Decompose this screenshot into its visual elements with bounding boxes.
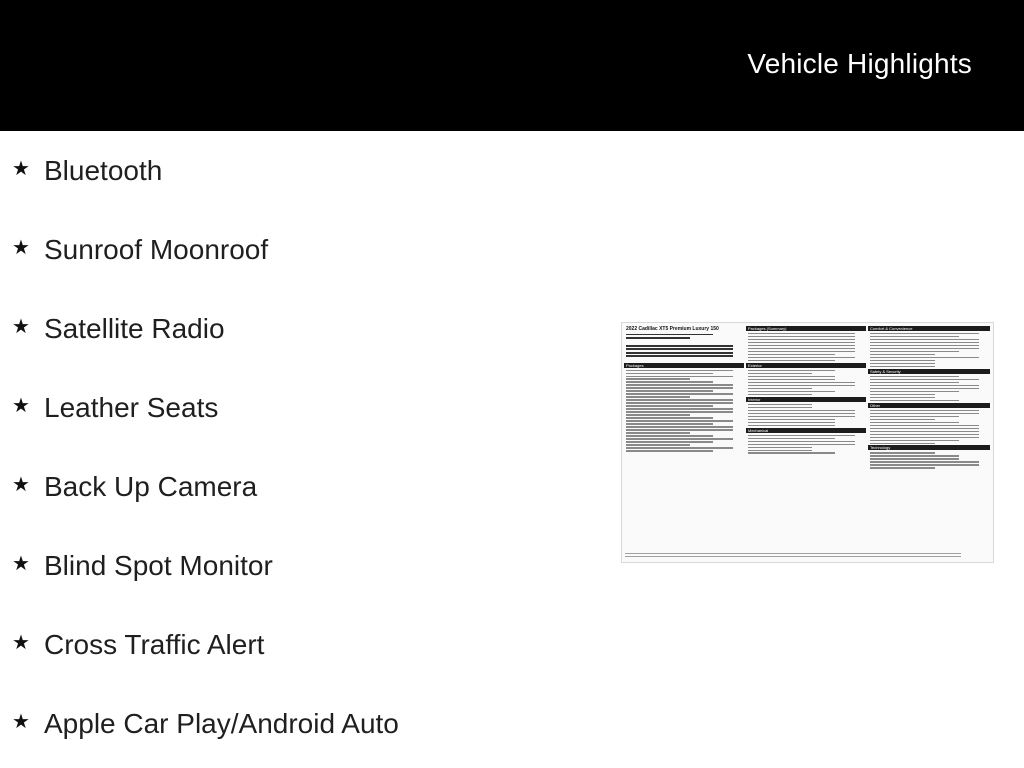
- star-icon: ★: [12, 711, 30, 733]
- feature-label: Leather Seats: [44, 392, 219, 423]
- sticker-section-header: Packages: [624, 363, 744, 368]
- sticker-title: 2022 Cadillac XT5 Premium Luxury 150: [626, 326, 719, 332]
- star-icon: ★: [12, 158, 30, 180]
- sticker-section-header: Mechanical: [746, 428, 866, 433]
- sticker-section-header: Interior: [746, 397, 866, 402]
- sticker-section-header: Technology: [868, 445, 990, 450]
- list-item: [12, 309, 225, 349]
- feature-label: Apple Car Play/Android Auto: [44, 708, 399, 739]
- header-bar: [0, 0, 1024, 131]
- sticker-section-lines: [746, 370, 866, 395]
- sticker-section-lines: [868, 452, 990, 468]
- sticker-section-lines: [746, 404, 866, 426]
- page-title: Vehicle Highlights: [747, 48, 972, 79]
- feature-label: Bluetooth: [44, 155, 163, 186]
- feature-label: Satellite Radio: [44, 313, 225, 344]
- sticker-section-header: Other: [868, 403, 990, 408]
- list-item: [12, 388, 218, 428]
- list-item: [12, 467, 257, 507]
- feature-label: Back Up Camera: [44, 471, 258, 502]
- sticker-section-lines: [746, 333, 866, 361]
- sticker-column-2: [746, 326, 866, 455]
- window-sticker-image[interactable]: [621, 322, 994, 563]
- list-item: [12, 546, 273, 586]
- feature-label: Blind Spot Monitor: [44, 550, 273, 581]
- list-item: [12, 625, 264, 665]
- sticker-section-lines: [868, 376, 990, 401]
- sticker-section-header: Comfort & Convenience: [868, 326, 990, 331]
- list-item: [12, 230, 268, 270]
- sticker-section-lines: [624, 370, 744, 452]
- feature-label: Sunroof Moonroof: [44, 234, 269, 265]
- star-icon: ★: [12, 316, 30, 338]
- sticker-column-1: [624, 326, 744, 453]
- list-item: [12, 151, 162, 191]
- star-icon: ★: [12, 237, 30, 259]
- feature-label: Cross Traffic Alert: [44, 629, 265, 660]
- sticker-footer-fine-print: [625, 552, 990, 558]
- sticker-section-header: Safety & Security: [868, 369, 990, 374]
- sticker-section-header: Packages (Summary): [746, 326, 866, 331]
- sticker-section-header: Exterior: [746, 363, 866, 368]
- sticker-pricing-block: [624, 334, 744, 357]
- star-icon: ★: [12, 395, 30, 417]
- list-item: [12, 704, 399, 744]
- sticker-section-lines: [746, 435, 866, 454]
- sticker-section-lines: [868, 333, 990, 367]
- star-icon: ★: [12, 632, 30, 654]
- sticker-section-lines: [868, 410, 990, 444]
- star-icon: ★: [12, 553, 30, 575]
- sticker-column-3: [868, 326, 990, 470]
- star-icon: ★: [12, 474, 30, 496]
